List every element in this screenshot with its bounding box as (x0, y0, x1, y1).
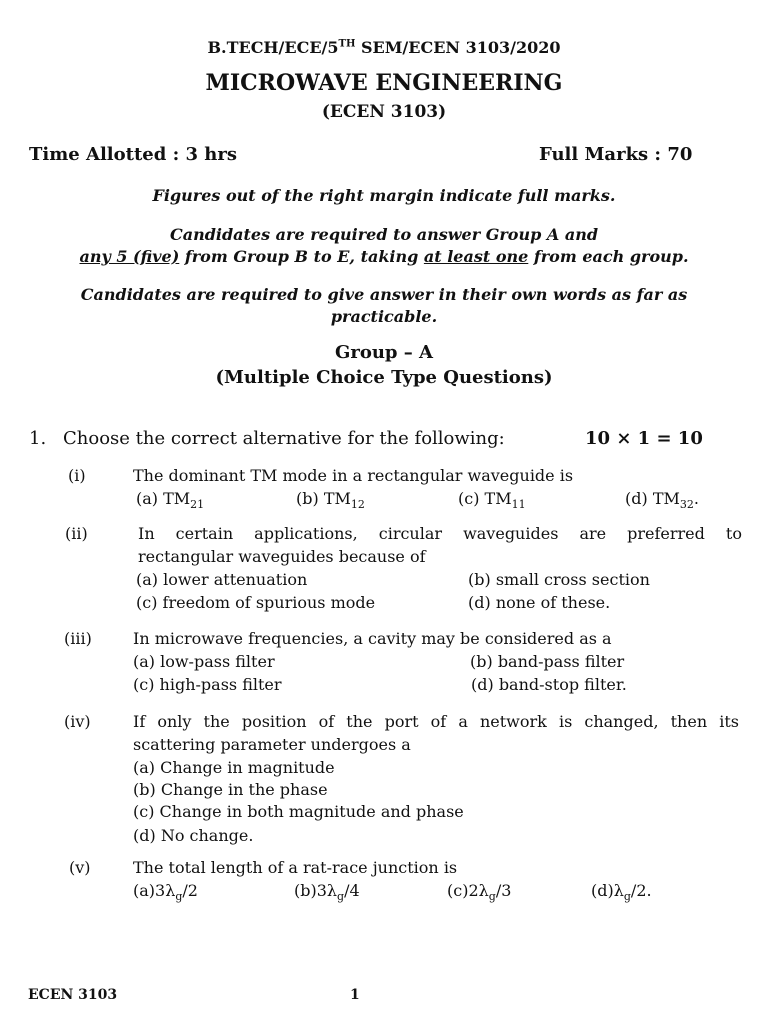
sub-question-text: In microwave frequencies, a cavity may be considered as a (133, 629, 612, 648)
option-d: (d) No change. (133, 826, 254, 845)
course-line-pre: B.TECH/ECE/5 (207, 38, 339, 57)
option-d: (d) $TM_{32}$. (625, 489, 699, 512)
sub-question-text: The dominant TM mode in a rectangular waveguide is (133, 466, 574, 485)
course-line (0, 38, 768, 57)
instruction-any-five: any 5 (five) (79, 247, 180, 266)
time-allotted: Time Allotted : 3 hrs (29, 144, 237, 165)
question-marks: 10 × 1 = 10 (585, 428, 703, 449)
option-b: (b) $TM_{12}$ (296, 489, 365, 512)
instruction-answer-line1: Candidates are required to answer Group A and (169, 225, 599, 244)
option-b: (b) band-pass filter (470, 652, 625, 671)
option-d: $(d)\lambda_g/2$. (591, 881, 652, 904)
instruction-mid: from Group B to E, taking (179, 247, 424, 266)
subject-code: (ECEN 3103) (321, 102, 447, 122)
option-b: (b) Change in the phase (133, 780, 328, 799)
instruction-end: from each group. (528, 247, 689, 266)
sub-question-text-line2: scattering parameter undergoes a (133, 735, 411, 754)
instruction-own-words-line1: Candidates are required to give answer in their own words as far as (80, 285, 688, 304)
subject-title: MICROWAVE ENGINEERING (205, 70, 563, 96)
option-a: (a) lower attenuation (136, 570, 308, 589)
sub-question-number: (iv) (64, 712, 91, 731)
instruction-answer-line2 (0, 247, 768, 266)
sub-question-number: (ii) (65, 524, 88, 543)
full-marks: Full Marks : 70 (539, 144, 693, 165)
option-a: (a) low-pass filter (133, 652, 275, 671)
option-a: $(a)3\lambda_g/2$ (133, 881, 198, 904)
option-c: (c) freedom of spurious mode (136, 593, 376, 612)
option-c: (c) $TM_{11}$ (458, 489, 526, 512)
sub-question-text-line1: In certain applications, circular waveguides are preferred to (138, 524, 742, 543)
instruction-margin: Figures out of the right margin indicate full marks. (152, 186, 616, 205)
sub-question-number: (iii) (64, 629, 92, 648)
option-c: (c) high-pass filter (133, 675, 282, 694)
question-text: Choose the correct alternative for the following: (63, 428, 505, 449)
option-c: (c) Change in both magnitude and phase (133, 802, 464, 821)
course-line-sup: TH (338, 38, 356, 50)
option-b: $(b)3\lambda_g/4$ (294, 881, 360, 904)
group-subtitle: (Multiple Choice Type Questions) (215, 367, 553, 388)
sub-question-number: (i) (68, 466, 86, 485)
sub-question-text-line1: If only the position of the port of a network is changed, then its (133, 712, 739, 731)
course-line-post: SEM/ECEN 3103/2020 (355, 38, 561, 57)
sub-question-number: (v) (69, 858, 91, 877)
sub-question-text-line2: rectangular waveguides because of (138, 547, 426, 566)
instruction-own-words-line2: practicable. (330, 307, 438, 326)
option-a: (a) Change in magnitude (133, 758, 335, 777)
option-d: (d) band-stop filter. (471, 675, 627, 694)
instruction-at-least-one: at least one (423, 247, 529, 266)
option-d: (d) none of these. (468, 593, 611, 612)
page-number: 1 (350, 987, 360, 1003)
group-title: Group – A (334, 342, 434, 363)
question-number: 1. (29, 428, 47, 449)
footer-course-code: ECEN 3103 (28, 987, 118, 1003)
option-a: (a) $TM_{21}$ (136, 489, 205, 512)
option-b: (b) small cross section (468, 570, 650, 589)
sub-question-text: The total length of a rat-race junction is (133, 858, 458, 877)
option-c: $(c)2\lambda_g/3$ (447, 881, 512, 904)
